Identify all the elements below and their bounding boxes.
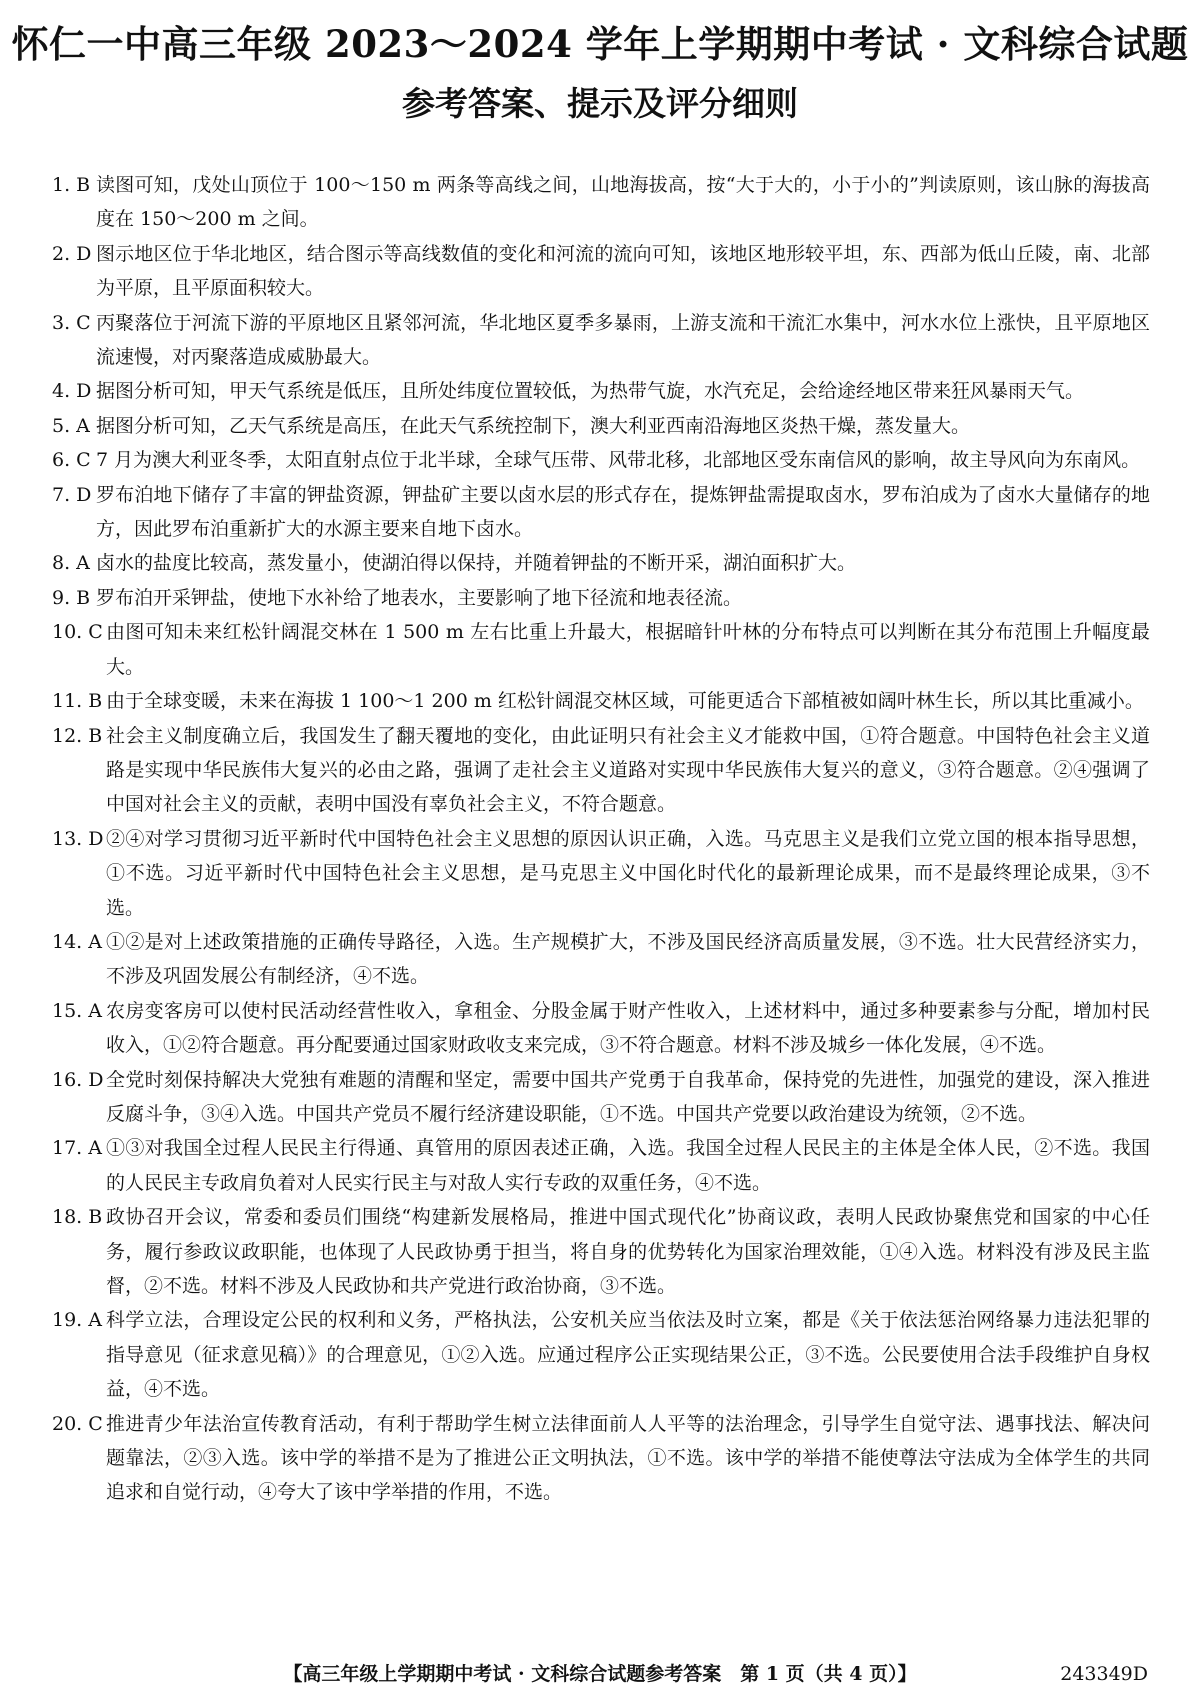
answer-number: 5. A: [52, 414, 90, 437]
answer-number: 9. B: [52, 586, 91, 609]
answer-item-13: [52, 822, 1150, 925]
answer-explanation: ②④对学习贯彻习近平新时代中国特色社会主义思想的原因认识正确，入选。马克思主义是我们立党立国的根本指导思想，①不选。习近平新时代中国特色社会主义思想，是马克思主义中国化时代化的最新理论成果，而不是最终理论成果，③不选。: [106, 827, 1150, 919]
answer-explanation: 推进青少年法治宣传教育活动，有利于帮助学生树立法律面前人人平等的法治理念，引导学生自觉守法、遇事找法、解决问题靠法，②③入选。该中学的举措不是为了推进公正文明执法，①不选。该中学的举措不能使尊法守法成为全体学生的共同追求和自觉行动，④夸大了该中学举措的作用，不选。: [106, 1412, 1150, 1504]
answer-explanation: 农房变客房可以使村民活动经营性收入，拿租金、分股金属于财产性收入，上述材料中，通过多种要素参与分配，增加村民收入，①②符合题意。再分配要通过国家财政收支来完成，③不符合题意。材料不涉及城乡一体化发展，④不选。: [106, 999, 1150, 1057]
answer-number: 12. B: [52, 724, 103, 747]
answer-item-3: [52, 306, 1150, 375]
answer-explanation: 卤水的盐度比较高，蒸发量小，使湖泊得以保持，并随着钾盐的不断开采，湖泊面积扩大。: [96, 552, 857, 575]
answer-explanation: ①②是对上述政策措施的正确传导路径，入选。生产规模扩大，不涉及国民经济高质量发展，③不选。壮大民营经济实力，不涉及巩固发展公有制经济，④不选。: [106, 930, 1150, 988]
answer-explanation: 据图分析可知，乙天气系统是高压，在此天气系统控制下，澳大利亚西南沿海地区炎热干燥，蒸发量大。: [96, 414, 971, 437]
footer-page-info: 【高三年级上学期期中考试 · 文科综合试题参考答案 第 1 页（共 4 页）】: [283, 1663, 917, 1685]
answer-explanation: 读图可知，戊处山顶位于 100～150 m 两条等高线之间，山地海拔高，按“大于大的，小于小的”判读原则，该山脉的海拔高度在 150～200 m 之间。: [96, 174, 1150, 231]
answer-explanation: 科学立法，合理设定公民的权利和义务，严格执法，公安机关应当依法及时立案，都是《关于依法惩治网络暴力违法犯罪的指导意见（征求意见稿）》的合理意见，①②入选。应通过程序公正实现结果公正，③不选。公民要使用合法手段维护自身权益，④不选。: [106, 1309, 1150, 1401]
answer-item-2: [52, 237, 1150, 306]
answer-explanation: 社会主义制度确立后，我国发生了翻天覆地的变化，由此证明只有社会主义才能救中国，①符合题意。中国特色社会主义道路是实现中华民族伟大复兴的必由之路，强调了走社会主义道路对实现中华民族伟大复兴的意义，③符合题意。②④强调了中国对社会主义的贡献，表明中国没有辜负社会主义，不符合题意。: [106, 724, 1150, 816]
answer-item-18: [52, 1200, 1150, 1303]
answer-number: 4. D: [52, 380, 92, 403]
answer-item-12: [52, 719, 1150, 822]
answer-explanation: 政协召开会议，常委和委员们围绕“构建新发展格局，推进中国式现代化”协商议政，表明人民政协聚焦党和国家的中心任务，履行参政议政职能，也体现了人民政协勇于担当，将自身的优势转化为国家治理效能，①④入选。材料没有涉及民主监督，②不选。材料不涉及人民政协和共产党进行政治协商，③不选。: [106, 1206, 1150, 1297]
answer-item-17: [52, 1131, 1150, 1200]
answer-item-15: [52, 994, 1150, 1063]
answer-item-1: [52, 168, 1150, 237]
answer-explanation: 全党时刻保持解决大党独有难题的清醒和坚定，需要中国共产党勇于自我革命，保持党的先进性，加强党的建设，深入推进反腐斗争，③④入选。中国共产党员不履行经济建设职能，①不选。中国共产党要以政治建设为统领，②不选。: [106, 1068, 1150, 1125]
answer-item-10: [52, 615, 1150, 684]
answer-number: 1. B: [52, 174, 91, 196]
answer-explanation: ①③对我国全过程人民民主行得通、真管用的原因表述正确，入选。我国全过程人民民主的主体是全体人民，②不选。我国的人民民主专政肩负着对人民实行民主与对敌人实行专政的双重任务，④不选。: [106, 1137, 1150, 1194]
page-footer: [0, 1657, 1200, 1691]
answer-item-16: [52, 1063, 1150, 1132]
answer-number: 7. D: [52, 483, 92, 506]
answer-number: 14. A: [52, 930, 102, 953]
answer-item-6: [52, 443, 1150, 477]
answer-number: 16. D: [52, 1068, 104, 1091]
answer-item-4: [52, 374, 1150, 408]
answer-number: 17. A: [52, 1137, 102, 1160]
answer-explanation: 由图可知未来红松针阔混交林在 1 500 m 左右比重上升最大，根据暗针叶林的分布特点可以判断在其分布范围上升幅度最大。: [106, 621, 1150, 678]
footer-exam-code: 243349D: [1060, 1663, 1148, 1685]
answer-number: 15. A: [52, 999, 102, 1022]
answer-number: 20. C: [52, 1412, 103, 1435]
answer-explanation: 图示地区位于华北地区，结合图示等高线数值的变化和河流的流向可知，该地区地形较平坦，东、西部为低山丘陵，南、北部为平原，且平原面积较大。: [96, 242, 1150, 300]
page-subtitle: 参考答案、提示及评分细则: [402, 84, 798, 123]
answer-item-9: [52, 581, 1150, 615]
answer-item-14: [52, 925, 1150, 994]
page-title: 怀仁一中高三年级 2023～2024 学年上学期期中考试 · 文科综合试题: [11, 22, 1189, 66]
answer-explanation: 罗布泊地下储存了丰富的钾盐资源，钾盐矿主要以卤水层的形式存在，提炼钾盐需提取卤水，罗布泊成为了卤水大量储存的地方，因此罗布泊重新扩大的水源主要来自地下卤水。: [96, 483, 1150, 541]
answer-number: 3. C: [52, 311, 91, 334]
answer-item-7: [52, 478, 1150, 547]
answer-number: 8. A: [52, 552, 90, 575]
answer-item-20: [52, 1407, 1150, 1510]
answer-number: 10. C: [52, 621, 103, 644]
answer-number: 11. B: [52, 690, 103, 713]
answer-explanation: 由于全球变暖，未来在海拔 1 100～1 200 m 红松针阔混交林区域，可能更适合下部植被如阔叶林生长，所以其比重减小。: [106, 690, 1144, 713]
answer-number: 13. D: [52, 827, 104, 850]
answer-explanation: 丙聚落位于河流下游的平原地区且紧邻河流，华北地区夏季多暴雨，上游支流和干流汇水集中，河水水位上涨快，且平原地区流速慢，对丙聚落造成威胁最大。: [96, 311, 1150, 369]
answer-number: 2. D: [52, 242, 92, 265]
answer-item-8: [52, 546, 1150, 580]
answer-explanation: 罗布泊开采钾盐，使地下水补给了地表水，主要影响了地下径流和地表径流。: [96, 586, 743, 609]
answer-number: 19. A: [52, 1309, 102, 1332]
answer-item-5: [52, 409, 1150, 443]
answer-list: [52, 168, 1150, 1510]
answer-item-19: [52, 1303, 1150, 1406]
answer-number: 18. B: [52, 1206, 103, 1229]
answer-item-11: [52, 684, 1150, 718]
answer-number: 6. C: [52, 449, 91, 472]
answer-explanation: 7 月为澳大利亚冬季，太阳直射点位于北半球，全球气压带、风带北移，北部地区受东南信风的影响，故主导风向为东南风。: [96, 449, 1141, 472]
answer-explanation: 据图分析可知，甲天气系统是低压，且所处纬度位置较低，为热带气旋，水汽充足，会给途经地区带来狂风暴雨天气。: [96, 380, 1085, 403]
